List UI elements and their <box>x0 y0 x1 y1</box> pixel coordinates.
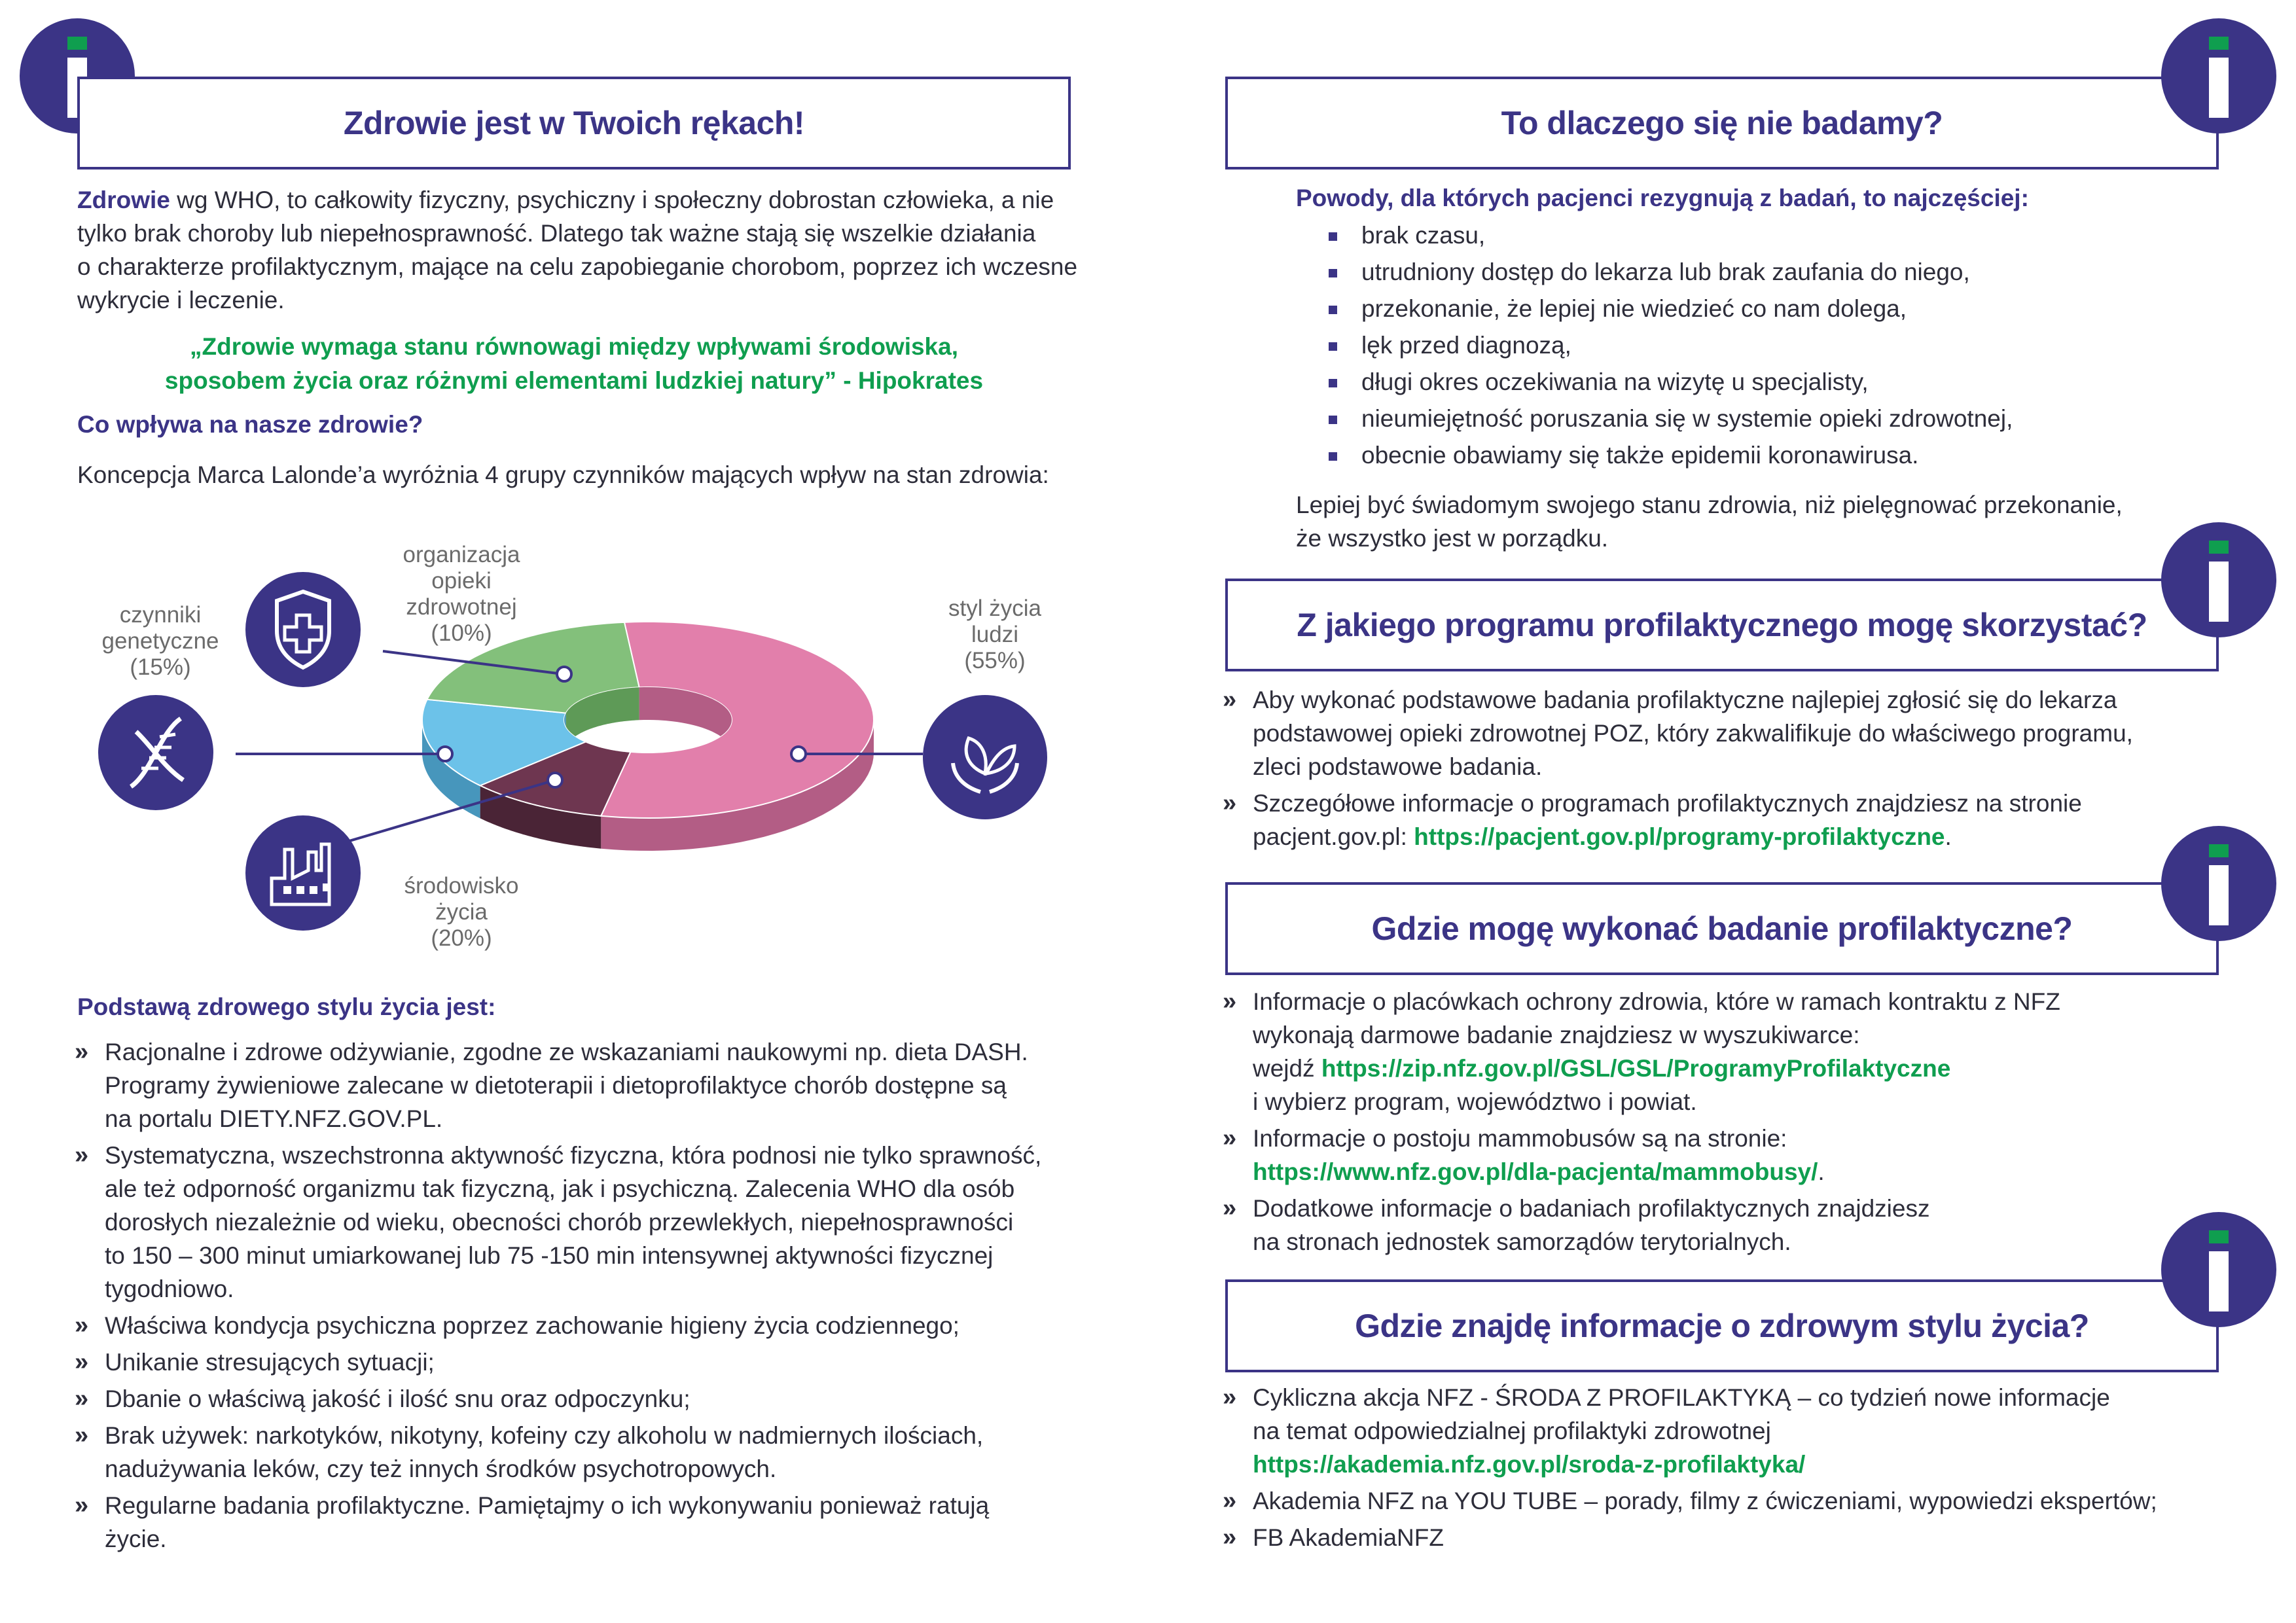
list-item-line: życie. <box>105 1525 167 1552</box>
concept-text: Koncepcja Marca Lalonde’a wyróżnia 4 grupy czynników mających wpływ na stan zdrowia: <box>77 461 1049 488</box>
chevron-icon: » <box>1223 1487 1232 1514</box>
shield-cross-icon <box>245 572 361 687</box>
reasons-list <box>1329 217 2179 474</box>
quote-line: sposobem życia oraz różnymi elementami ludzkiej natury” - Hipokrates <box>164 367 984 394</box>
section-title-text: Gdzie mogę wykonać badanie profilaktyczne? <box>1371 910 2073 947</box>
list-item-line: Szczegółowe informacje o programach profilaktycznych znajdziesz na stronie <box>1253 790 2082 817</box>
list-item <box>1225 787 2233 853</box>
chevron-icon: » <box>1223 1194 1232 1222</box>
section-title-text: Z jakiego programu profilaktycznego mogę skorzystać? <box>1297 607 2147 643</box>
page-title-text: Zdrowie jest w Twoich rękach! <box>343 105 805 141</box>
list-item <box>1329 364 2179 401</box>
lifestyle-heading: Podstawą zdrowego stylu życia jest: <box>77 993 496 1020</box>
section-title-why <box>1225 77 2219 169</box>
list-item-line: Unikanie stresujących sytuacji; <box>105 1349 435 1376</box>
list-item <box>1329 254 2179 291</box>
list-item-text: nieumiejętność poruszania się w systemie opieki zdrowotnej, <box>1361 405 2013 432</box>
label-line: (55%) <box>964 648 1026 673</box>
list-item <box>1225 1192 2233 1258</box>
pacjent-link[interactable]: https://pacjent.gov.pl/programy-profilaktyczne <box>1414 823 1945 850</box>
question-heading: Co wpływa na nasze zdrowie? <box>77 411 423 438</box>
link-suffix: . <box>1818 1158 1825 1185</box>
label-lifestyle <box>903 596 1086 674</box>
list-item-line: FB AkademiaNFZ <box>1253 1524 1444 1551</box>
mammobus-link[interactable]: https://www.nfz.gov.pl/dla-pacjenta/mammobusy/ <box>1253 1158 1818 1185</box>
list-item-line: Akademia NFZ na YOU TUBE – porady, filmy z ćwiczeniami, wypowiedzi ekspertów; <box>1253 1488 2157 1514</box>
connector-dot-lifestyle <box>791 747 806 761</box>
chart-connectors <box>0 0 1113 982</box>
bullet-icon <box>1329 379 1337 387</box>
chevron-icon: » <box>1223 988 1232 1015</box>
chevron-icon: » <box>75 1311 84 1339</box>
label-line: życia <box>435 899 488 925</box>
lifestyle-list <box>77 1035 1085 1559</box>
info-icon <box>2161 826 2276 941</box>
list-item-line: Dodatkowe informacje o badaniach profilaktycznych znajdziesz <box>1253 1195 1930 1222</box>
list-item <box>1225 985 2233 1118</box>
plant-in-hands-icon <box>923 695 1047 819</box>
label-line: zdrowotnej <box>406 594 517 620</box>
link-suffix: . <box>1945 823 1952 850</box>
factory-icon <box>245 815 361 931</box>
label-line: (20%) <box>431 925 492 951</box>
list-item <box>1225 1122 2233 1188</box>
list-item <box>1225 1484 2246 1518</box>
list-item-line: ale też odporność organizmu tak fizyczną, jak i psychiczną. Zalecenia WHO dla osób <box>105 1175 1015 1202</box>
label-genetic <box>72 602 249 681</box>
label-line: opieki <box>431 568 492 594</box>
list-item-line: wykonają darmowe badanie znajdziesz w wyszukiwarce: <box>1253 1022 1860 1048</box>
program-list <box>1225 683 2233 857</box>
list-item-text: lęk przed diagnozą, <box>1361 332 1571 359</box>
list-item-line: podstawowej opieki zdrowotnej POZ, który zakwalifikuje do właściwego programu, <box>1253 720 2133 747</box>
intro-line: wg WHO, to całkowity fizyczny, psychiczny i społeczny dobrostan człowieka, a nie <box>177 187 1054 213</box>
list-item-line: na portalu DIETY.NFZ.GOV.PL. <box>105 1105 443 1132</box>
list-item-line: Aby wykonać podstawowe badania profilaktyczne najlepiej zgłosić się do lekarza <box>1253 687 2117 713</box>
list-item-line: tygodniowo. <box>105 1275 234 1302</box>
dna-icon <box>98 695 213 810</box>
link-prefix: wejdź <box>1253 1055 1321 1082</box>
connector-care <box>383 651 563 674</box>
chevron-icon: » <box>1223 789 1232 817</box>
quote-line: „Zdrowie wymaga stanu równowagi między wpływami środowiska, <box>190 333 958 360</box>
label-line: (15%) <box>130 654 191 680</box>
section-title-text: Gdzie znajdę informacje o zdrowym stylu życia? <box>1355 1308 2089 1344</box>
list-item-line: to 150 – 300 minut umiarkowanej lub 75 -150 min intensywnej aktywności fizycznej <box>105 1242 994 1269</box>
label-care <box>370 542 553 647</box>
intro-line: o charakterze profilaktycznym, mające na celu zapobieganie chorobom, poprzez ich wczesne <box>77 253 1078 280</box>
label-line: środowisko <box>404 873 519 899</box>
list-item-text: przekonanie, że lepiej nie wiedzieć co nam dolega, <box>1361 295 1907 322</box>
list-item <box>1225 683 2233 783</box>
list-item-text: długi okres oczekiwania na wizytę u specjalisty, <box>1361 368 1869 395</box>
label-line: (10%) <box>431 620 492 646</box>
chevron-icon: » <box>75 1421 84 1449</box>
intro-bold: Zdrowie <box>77 187 170 213</box>
label-line: ludzi <box>971 622 1018 647</box>
intro-line: tylko brak choroby lub niepełnosprawność. Dlatego tak ważne stają się wszelkie działania <box>77 220 1036 247</box>
lifestyle-info-list <box>1225 1381 2246 1558</box>
chevron-icon: » <box>75 1141 84 1169</box>
paragraph-line: że wszystko jest w porządku. <box>1296 525 1609 552</box>
chevron-icon: » <box>1223 1383 1232 1411</box>
paragraph-line: Lepiej być świadomym swojego stanu zdrowia, niż pielęgnować przekonanie, <box>1296 491 2123 518</box>
chevron-icon: » <box>1223 686 1232 713</box>
bullet-icon <box>1329 232 1337 241</box>
list-item <box>77 1139 1085 1306</box>
label-line: styl życia <box>948 596 1041 621</box>
list-item <box>77 1382 1085 1416</box>
zip-nfz-link[interactable]: https://zip.nfz.gov.pl/GSL/GSL/ProgramyProfilaktyczne <box>1321 1055 1951 1082</box>
list-item-line: Informacje o postoju mammobusów są na stronie: <box>1253 1125 1787 1152</box>
intro-line: wykrycie i leczenie. <box>77 287 285 313</box>
list-item-line: Dbanie o właściwą jakość i ilość snu oraz odpoczynku; <box>105 1385 691 1412</box>
info-icon <box>2161 1212 2276 1327</box>
bullet-icon <box>1329 306 1337 314</box>
chevron-icon: » <box>1223 1124 1232 1152</box>
section-title-where <box>1225 882 2219 975</box>
bullet-icon <box>1329 342 1337 351</box>
list-item <box>77 1489 1085 1556</box>
chevron-icon: » <box>75 1348 84 1376</box>
list-item <box>77 1346 1085 1379</box>
list-item <box>77 1309 1085 1342</box>
section-title-lifestyle-info <box>1225 1279 2219 1372</box>
list-item <box>1225 1381 2246 1481</box>
list-item-line: nadużywania leków, czy też innych środków psychotropowych. <box>105 1455 777 1482</box>
list-item-text: utrudniony dostęp do lekarza lub brak zaufania do niego, <box>1361 259 1970 285</box>
list-item-line: i wybierz program, województwo i powiat. <box>1253 1088 1697 1115</box>
reasons-heading: Powody, dla których pacjenci rezygnują z badań, to najczęściej: <box>1296 185 2029 211</box>
list-item <box>1329 327 2179 364</box>
list-item <box>1225 1521 2246 1554</box>
list-item <box>77 1035 1085 1135</box>
list-item-line: dorosłych niezależnie od wieku, obecności chorób przewlekłych, niepełnosprawności <box>105 1209 1014 1236</box>
chevron-icon: » <box>75 1385 84 1412</box>
list-item-line: Właściwa kondycja psychiczna poprzez zachowanie higieny życia codziennego; <box>105 1312 960 1339</box>
awareness-paragraph <box>1296 488 2212 555</box>
section-title-program <box>1225 579 2219 671</box>
list-item-line: na stronach jednostek samorządów terytorialnych. <box>1253 1228 1791 1255</box>
label-line: organizacja <box>403 542 520 567</box>
bullet-icon <box>1329 452 1337 461</box>
link-prefix: pacjent.gov.pl: <box>1253 823 1414 850</box>
connector-dot-genetic <box>438 747 452 761</box>
chevron-icon: » <box>75 1038 84 1065</box>
list-item-line: Regularne badania profilaktyczne. Pamiętajmy o ich wykonywaniu ponieważ ratują <box>105 1492 990 1519</box>
list-item <box>1329 401 2179 437</box>
label-line: genetyczne <box>101 628 219 654</box>
label-environment <box>370 873 553 952</box>
info-icon <box>2161 18 2276 134</box>
list-item-line: na temat odpowiedzialnej profilaktyki zdrowotnej <box>1253 1418 1771 1444</box>
list-item-line: Informacje o placówkach ochrony zdrowia, które w ramach kontraktu z NFZ <box>1253 988 2060 1015</box>
bullet-icon <box>1329 416 1337 424</box>
list-item-line: Systematyczna, wszechstronna aktywność fizyczna, która podnosi nie tylko sprawność, <box>105 1142 1042 1169</box>
list-item-line: Brak używek: narkotyków, nikotyny, kofeiny czy alkoholu w nadmiernych ilościach, <box>105 1422 984 1449</box>
list-item <box>1329 217 2179 254</box>
list-item-line: Programy żywieniowe zalecane w dietoterapii i dietoprofilaktyce chorób dostępne są <box>105 1072 1007 1099</box>
bullet-icon <box>1329 269 1337 277</box>
info-icon <box>2161 522 2276 637</box>
list-item <box>1329 291 2179 327</box>
connector-dot-care <box>557 667 571 681</box>
list-item-line: Cykliczna akcja NFZ - ŚRODA Z PROFILAKTYKĄ – co tydzień nowe informacje <box>1253 1384 2110 1411</box>
list-item-line: zleci podstawowe badania. <box>1253 753 1543 780</box>
connector-dot-environment <box>548 773 562 787</box>
list-item-line: Racjonalne i zdrowe odżywianie, zgodne ze wskazaniami naukowymi np. dieta DASH. <box>105 1039 1028 1065</box>
chevron-icon: » <box>75 1491 84 1519</box>
list-item-text: obecnie obawiamy się także epidemii koronawirusa. <box>1361 442 1919 469</box>
akademia-link[interactable]: https://akademia.nfz.gov.pl/sroda-z-profilaktyka/ <box>1253 1451 1806 1478</box>
chevron-icon: » <box>1223 1524 1232 1551</box>
connector-environment <box>327 780 555 847</box>
list-item <box>1329 437 2179 474</box>
list-item-text: brak czasu, <box>1361 222 1486 249</box>
label-line: czynniki <box>119 602 202 628</box>
section-title-text: To dlaczego się nie badamy? <box>1501 105 1943 141</box>
where-list <box>1225 985 2233 1262</box>
list-item <box>77 1419 1085 1486</box>
